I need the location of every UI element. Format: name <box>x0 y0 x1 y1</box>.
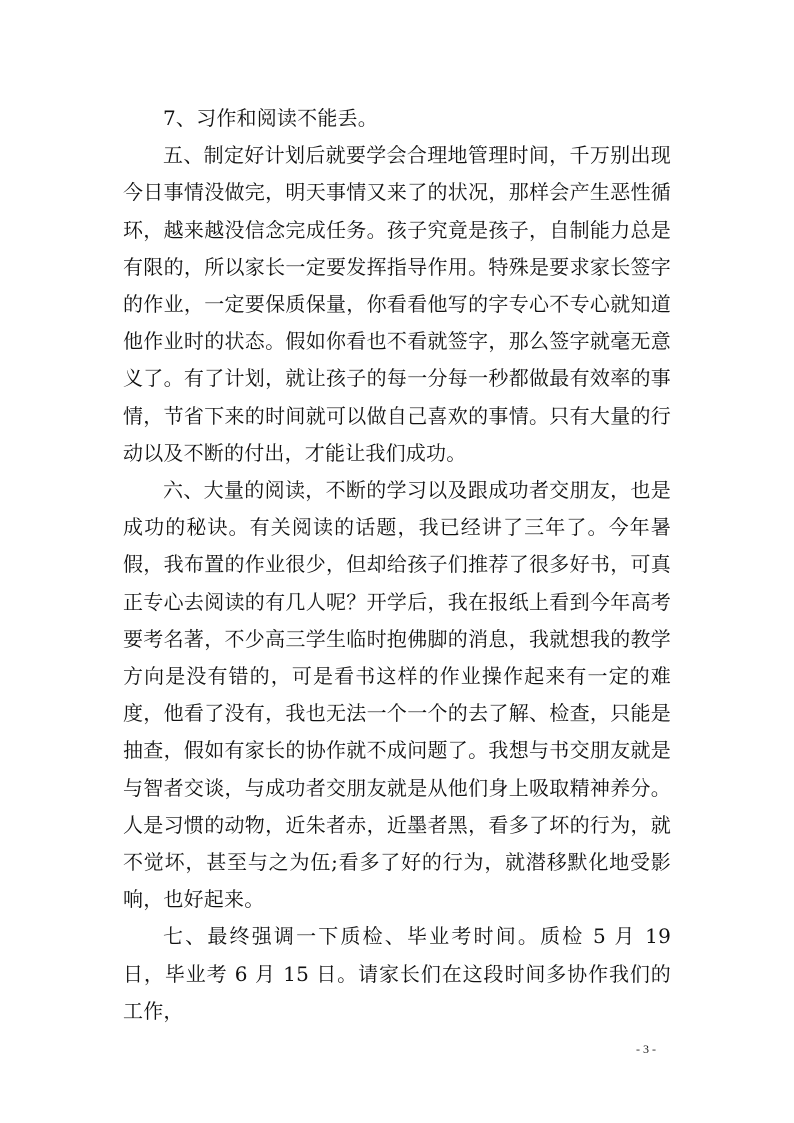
paragraph-item-7: 7、习作和阅读不能丢。 <box>163 106 378 130</box>
paragraph-section-5: 五、制定好计划后就要学会合理地管理时间，千万别出现今日事情没做完，明天事情又来了的状况，那样会产生恶性循环，越来越没信念完成任务。孩子究竟是孩子，自制能力总是有限的，所以家长一定要发挥指导作用。特殊是要求家长签字的作业，一定要保质保量，你看看他写的字专心不专心就知道他作业时的状态。假如你看也不看就签字，那么签字就毫无意义了。有了计划，就让孩子的每一分每一秒都做最有效率的事情，节省下来的时间就可以做自己喜欢的事情。只有大量的行动以及不断的付出，才能让我们成功。 <box>123 143 671 465</box>
paragraph-section-6: 六、大量的阅读，不断的学习以及跟成功者交朋友，也是成功的秘诀。有关阅读的话题，我已经讲了三年了。今年暑假，我布置的作业很少，但却给孩子们推荐了很多好书，可真正专心去阅读的有几人呢？开学后，我在报纸上看到今年高考要考名著，不少高三学生临时抱佛脚的消息，我就想我的教学方向是没有错的，可是看书这样的作业操作起来有一定的难度，他看了没有，我也无法一个一个的去了解、检查，只能是抽查，假如有家长的协作就不成问题了。我想与书交朋友就是与智者交谈，与成功者交朋友就是从他们身上吸取精神养分。人是习惯的动物，近朱者赤，近墨者黑，看多了坏的行为，就不觉坏，甚至与之为伍;看多了好的行为，就潜移默化地受影响，也好起来。 <box>123 478 671 912</box>
paragraph-section-7: 七、最终强调一下质检、毕业考时间。质检 5 月 19 日，毕业考 6 月 15 日。请家长们在这段时间多协作我们的工作， <box>123 924 671 1023</box>
page-number: - 3 - <box>636 1042 656 1056</box>
document-body <box>123 100 671 1030</box>
